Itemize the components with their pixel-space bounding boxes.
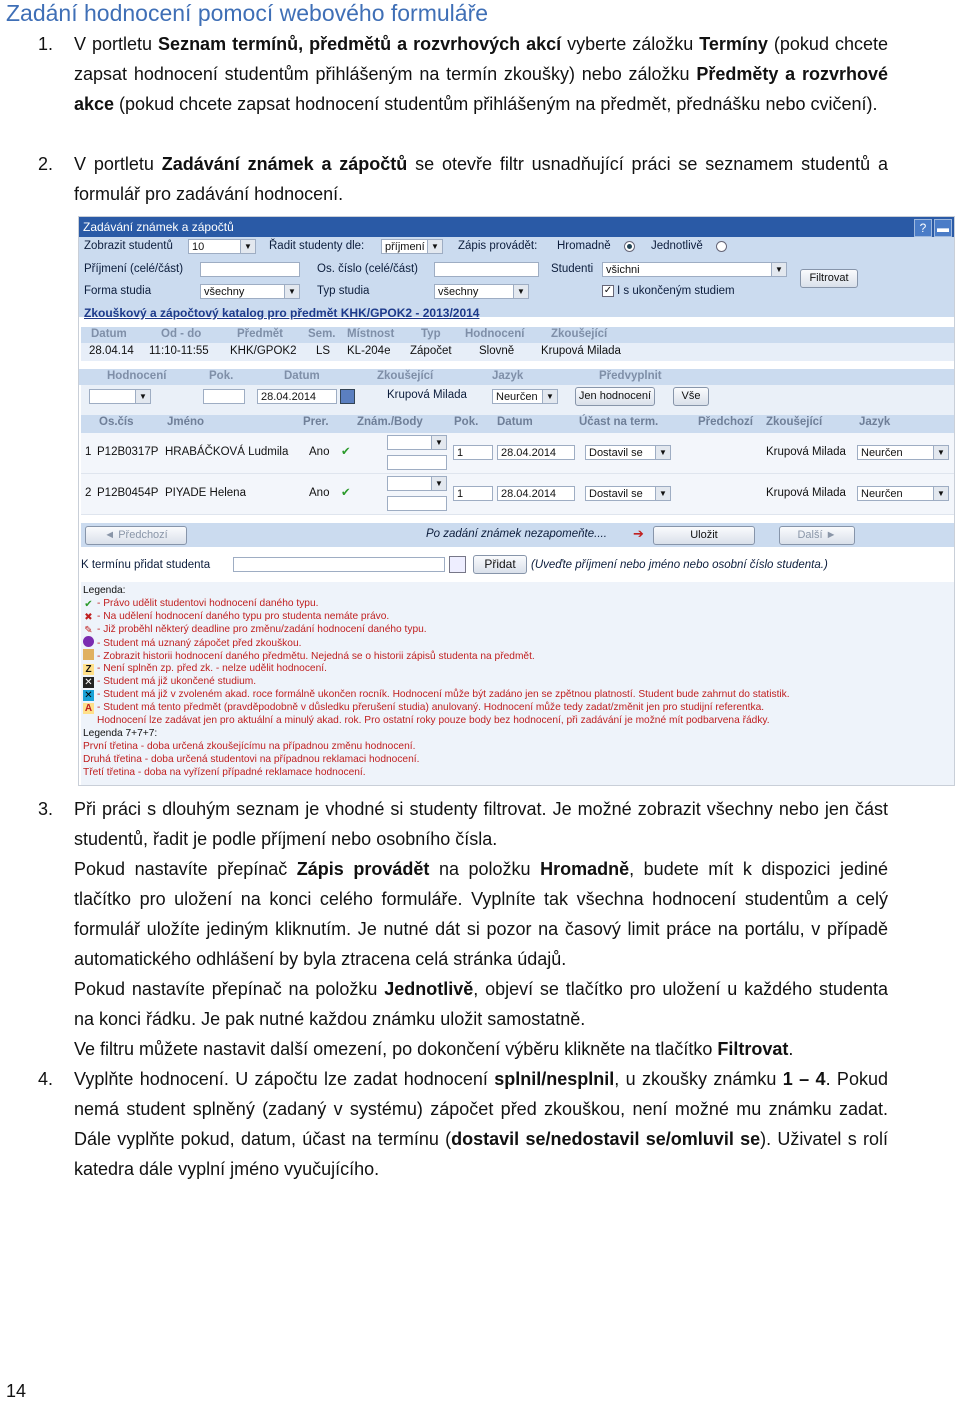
attend-select[interactable]: Dostavil se ▼ [585, 486, 671, 501]
sort-select[interactable]: příjmení ▼ [381, 239, 443, 254]
prefill-all-button[interactable]: Vše [673, 387, 709, 406]
arrow-right-icon: ➔ [633, 526, 644, 541]
chevron-down-icon: ▼ [771, 263, 786, 276]
student-pid: P12B0454P [97, 487, 159, 499]
help-icon[interactable]: ? [914, 219, 932, 237]
term-type: Zápočet [410, 345, 452, 357]
table-row: 1 P12B0317P HRABÁČKOVÁ Ludmila Ano ✔ ▼ 1 28.04.2014 Dostavil se ▼ Krupová Milada Neurčen ▼ [81, 433, 954, 474]
student-examiner: Krupová Milada [766, 487, 846, 499]
paragraph-3: Při práci s dlouhým seznam je vhodné si studenty filtrovat. Je možné zobrazit všechny nebo jen část studentů, řadit je podle příjmení nebo osobního čísla. [74, 799, 888, 849]
lang-select[interactable]: Neurčen ▼ [857, 486, 949, 501]
col-name: Jméno [167, 416, 205, 428]
add-student-hint: (Uveďte příjmení nebo jméno nebo osobní číslo studenta.) [531, 559, 828, 571]
attend-select[interactable]: Dostavil se ▼ [585, 445, 671, 460]
cross-icon: ✖ [84, 612, 93, 623]
col-pid: Os.čís [99, 416, 134, 428]
page-number: 14 [6, 1381, 27, 1401]
form-label: Forma studia [84, 285, 152, 297]
chevron-down-icon: ▼ [431, 436, 446, 449]
col-grade: Znám./Body [357, 416, 423, 428]
bulk-col-prefill: Předvyplnit [599, 370, 662, 382]
clear-icon[interactable] [449, 556, 466, 573]
lock-icon: ✎ [84, 625, 93, 636]
term-sem: LS [316, 345, 331, 357]
portlet-titlebar [79, 217, 954, 237]
mode-bulk-radio[interactable] [624, 241, 635, 252]
finished-label: I s ukončeným studiem [617, 285, 735, 297]
paragraph-3c: Pokud nastavíte přepínač na položku Jednotlivě, objeví se tlačítko pro uložení u každého studenta na konci řádku. Je pak nutné každou známku uložit samostatně. [74, 979, 888, 1029]
add-student-row [81, 553, 954, 579]
portlet-title: Zadávání známek a zápočtů [83, 220, 234, 234]
chevron-down-icon: ▼ [933, 446, 948, 459]
chevron-down-icon: ▼ [135, 390, 150, 403]
date-input[interactable]: 28.04.2014 [497, 445, 575, 460]
uznany-icon [83, 636, 94, 647]
bulk-pok-input[interactable] [203, 389, 245, 404]
legend-item: ✖ - Na udělení hodnocení daného typu pro studenta nemáte právo. [84, 611, 390, 623]
surname-label: Příjmení (celé/část) [84, 263, 184, 275]
bulk-col-eval: Hodnocení [107, 370, 167, 382]
pid-input[interactable] [434, 262, 539, 277]
term-time: 11:10-11:55 [149, 345, 209, 357]
term-col-subject: Předmět [237, 328, 284, 340]
x-icon: ✕ [84, 677, 93, 688]
item-number-2: 2. [38, 154, 54, 174]
type-label: Typ studia [317, 285, 370, 297]
check-icon: ✔ [341, 487, 351, 499]
term-room: KL-204e [347, 345, 391, 357]
catalog-link[interactable]: Zkouškový a zápočtový katalog pro předmět KHK/GPOK2 - 2013/2014 [84, 306, 480, 320]
bulk-col-lang: Jazyk [492, 370, 524, 382]
paragraph-2: V portletu Zadávání známek a zápočtů se otevře filtr usnadňující práci se seznamem studentů a formulář pro zadávání hodnocení. [74, 154, 889, 204]
grade-select[interactable] [387, 435, 447, 450]
bulk-header-row [79, 369, 954, 385]
col-date: Datum [497, 416, 533, 428]
legend-item: - Student má uznaný zápočet před zkouškou. [83, 636, 301, 650]
chevron-down-icon: ▼ [542, 390, 557, 403]
legend-note: Hodnocení lze zadávat jen pro aktuální a minulý akad. rok. Pro ostatní roky pouze body bez hodnocení, při zadávání je možné mít podbarvena řádky. [97, 715, 770, 726]
bulk-date-input[interactable]: 28.04.2014 [257, 389, 337, 404]
bulk-examiner: Krupová Milada [387, 389, 467, 401]
students-select[interactable]: všichni ▼ [602, 262, 787, 277]
paragraph-3d: Ve filtru můžete nastavit další omezení, po dokončení výběru klikněte na tlačítko Filtrovat. [74, 1039, 794, 1059]
chevron-down-icon: ▼ [513, 285, 528, 298]
prev-button[interactable]: ◄ Předchozí [85, 526, 187, 545]
form-select[interactable]: všechny ▼ [200, 284, 300, 299]
col-previous: Předchozí [698, 416, 753, 428]
student-name: PIYADE Helena [165, 487, 246, 499]
bulk-eval-select[interactable] [89, 389, 151, 404]
next-button[interactable]: Další ► [779, 526, 855, 545]
add-student-label: K termínu přidat studenta [81, 559, 211, 571]
legend-third-3: Třetí třetina - doba na vyřízení případné reklamace hodnocení. [83, 767, 366, 778]
paragraph-4: Vyplňte hodnocení. U zápočtu lze zadat hodnocení splnil/nesplnil, u zkoušky známku 1 – 4. Pokud nemá student splněný (zadaný v systému) zápočet před zkouškou, není možné mu známku zadat. Dále vyplňte pokud, datum, účast na termínu (dostavil se/nedostavil se/omluvil se). Uživatel s rolí katedra dále vyplní jméno vyučujícího. [74, 1069, 888, 1179]
col-pok: Pok. [454, 416, 479, 428]
sort-label: Řadit studenty dle: [269, 240, 365, 252]
finished-checkbox[interactable]: ✓ [603, 285, 613, 296]
bulk-col-examiner: Zkoušející [377, 370, 434, 382]
chevron-down-icon: ▼ [284, 285, 299, 298]
item-number-4: 4. [38, 1069, 54, 1089]
date-input[interactable]: 28.04.2014 [497, 486, 575, 501]
save-notice: Po zadání známek nezapomeňte.... [426, 528, 607, 540]
col-prer: Prer. [303, 416, 329, 428]
points-input[interactable] [387, 455, 447, 470]
check-icon: ✔ [84, 599, 93, 610]
term-subject: KHK/GPOK2 [230, 345, 297, 357]
bulk-lang-select[interactable]: Neurčen ▼ [492, 389, 558, 404]
bulk-col-pok: Pok. [209, 370, 234, 382]
chevron-down-icon: ▼ [933, 487, 948, 500]
term-col-date: Datum [91, 328, 127, 340]
legend-item: ✔ - Právo udělit studentovi hodnocení daného typu. [84, 598, 319, 610]
term-col-time: Od - do [161, 328, 202, 340]
term-header-row [81, 327, 954, 343]
add-student-input[interactable] [233, 557, 445, 572]
student-prer: Ano [309, 487, 330, 499]
col-attend: Účast na term. [579, 416, 659, 428]
col-lang: Jazyk [859, 416, 891, 428]
prefill-eval-button[interactable]: Jen hodnocení [575, 387, 655, 406]
show-students-label: Zobrazit studentů [84, 240, 173, 252]
chevron-down-icon: ▼ [427, 240, 442, 253]
a-icon: A [84, 703, 93, 714]
calendar-icon[interactable] [340, 389, 355, 404]
term-date: 28.04.14 [89, 345, 134, 357]
term-col-room: Místnost [347, 328, 395, 340]
student-examiner: Krupová Milada [766, 446, 846, 458]
bulk-fill-panel [81, 370, 954, 415]
mode-label: Zápis provádět: [458, 240, 538, 252]
student-header-row [81, 415, 954, 433]
chevron-down-icon: ▼ [655, 446, 670, 459]
show-students-select[interactable]: 10 ▼ [188, 239, 256, 254]
z-icon: Z [83, 664, 94, 675]
term-col-sem: Sem. [308, 328, 336, 340]
item-number-3: 3. [38, 799, 54, 819]
pok-input[interactable]: 1 [453, 486, 493, 501]
term-examiner: Krupová Milada [541, 345, 621, 357]
check-icon: ✔ [341, 446, 351, 458]
student-name: HRABÁČKOVÁ Ludmila [165, 446, 289, 458]
paragraph-1: V portletu Seznam termínů, předmětů a rozvrhových akcí vyberte záložku Termíny (pokud chcete zapsat hodnocení studentům přihlášeným na termín zkoušky) nebo záložku Předměty a rozvrhové akce (pokud chcete zapsat hodnocení studentům přihlášeným na předmět, přednášku nebo cvičení). [74, 34, 888, 114]
term-col-type: Typ [421, 328, 441, 340]
legend-item: A - Student má tento předmět (pravděpodobně v důsledku přerušení studia) anulovaný. Hodnocení může tedy zadat/změnit jen pro studijní referentka. [84, 702, 765, 714]
grade-select[interactable] [387, 476, 447, 491]
legend-sub-title: Legenda 7+7+7: [83, 728, 158, 739]
x-blue-icon: ✕ [84, 690, 93, 701]
paragraph-3b: Pokud nastavíte přepínač Zápis provádět na položku Hromadně, budete mít k dispozici jediné tlačítko pro uložení na konci celého formuláře. Vyplníte tak všechna hodnocení studentům a celý formulář uložíte jediným kliknutím. Je nutné dát si pozor na časový limit práce na portálu, v případě automatického odhlášení by byla ztracena celá stránka údajů. [74, 859, 888, 969]
legend [81, 582, 954, 785]
legend-third-2: Druhá třetina - doba určená studentovi na případnou reklamaci hodnocení. [83, 754, 420, 765]
minimize-icon[interactable]: ▬ [934, 219, 952, 237]
history-icon [83, 649, 94, 660]
chevron-down-icon: ▼ [240, 240, 255, 253]
legend-item: ✎ - Již proběhl některý deadline pro změnu/zadání hodnocení daného typu. [84, 624, 427, 636]
col-examiner: Zkoušející [766, 416, 823, 428]
student-prer: Ano [309, 446, 330, 458]
points-input[interactable] [387, 496, 447, 511]
legend-item: ✕ - Student má již ukončené studium. [84, 676, 257, 688]
term-data-row [81, 343, 954, 361]
surname-input[interactable] [200, 262, 300, 277]
legend-item: - Zobrazit historii hodnocení daného předmětu. Nejedná se o historii zápisů studenta na předmět. [83, 649, 535, 663]
legend-title: Legenda: [83, 585, 126, 596]
student-pid: P12B0317P [97, 446, 159, 458]
item-number-1: 1. [38, 34, 54, 54]
table-row: 2 P12B0454P PIYADE Helena Ano ✔ ▼ 1 28.04.2014 Dostavil se ▼ Krupová Milada Neurčen ▼ [81, 474, 954, 515]
legend-item: Z - Není splněn zp. před zk. - nelze udělit hodnocení. [83, 662, 327, 675]
mode-single-label: Jednotlivě [651, 240, 703, 252]
filter-panel [79, 237, 954, 317]
type-select[interactable]: všechny ▼ [434, 284, 529, 299]
save-button[interactable]: Uložit [653, 526, 755, 545]
chevron-down-icon: ▼ [431, 477, 446, 490]
filter-button[interactable]: Filtrovat [800, 269, 858, 288]
legend-item: ✕ - Student má již v zvoleném akad. roce formálně ukončen rocník. Hodnocení může být zadáno jen se zpětnou platností. Student bude zahrnut do statistik. [84, 689, 790, 701]
mode-single-radio[interactable] [716, 241, 727, 252]
chevron-down-icon: ▼ [655, 487, 670, 500]
lang-select[interactable]: Neurčen ▼ [857, 445, 949, 460]
page-title: Zadání hodnocení pomocí webového formuláře [6, 0, 489, 26]
add-button[interactable]: Přidat [473, 555, 527, 574]
pagination-bar [81, 523, 954, 547]
term-eval: Slovně [479, 345, 515, 357]
portlet-screenshot [78, 216, 955, 786]
term-col-examiner: Zkoušející [551, 328, 608, 340]
students-label: Studenti [551, 263, 594, 275]
term-col-eval: Hodnocení [465, 328, 525, 340]
legend-third-1: První třetina - doba určená zkoušejícímu na případnou změnu hodnocení. [83, 741, 416, 752]
bulk-col-date: Datum [284, 370, 320, 382]
pok-input[interactable]: 1 [453, 445, 493, 460]
mode-bulk-label: Hromadně [557, 240, 611, 252]
pid-label: Os. číslo (celé/část) [317, 263, 418, 275]
